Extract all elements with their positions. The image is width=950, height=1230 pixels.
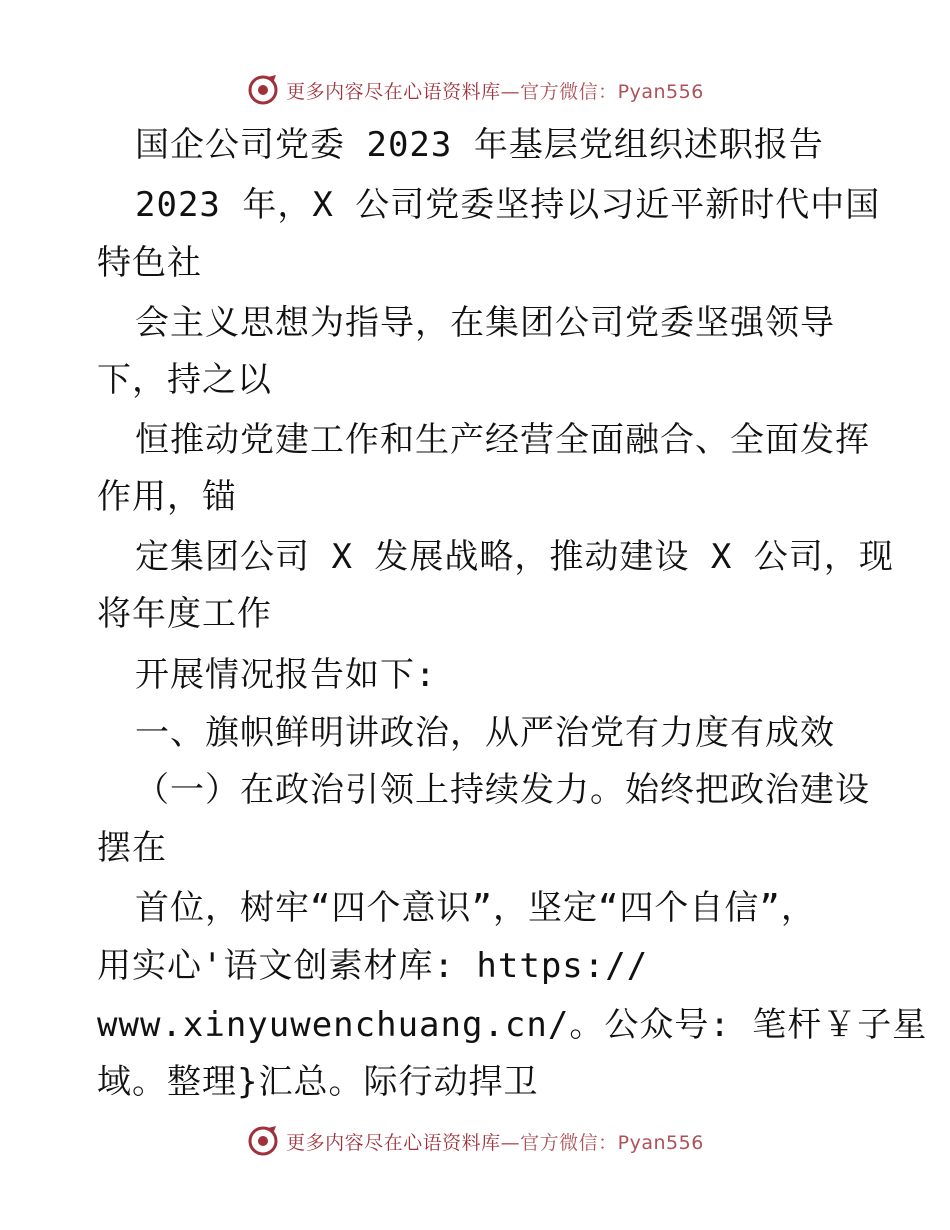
paragraph-line: 域。整理}汇总。际行动捍卫 bbox=[97, 1062, 539, 1102]
paragraph-line: www.xinyuwenchuang.cn/。公众号: 笔杆￥子星 bbox=[97, 1005, 928, 1045]
section-heading: 一、旗帜鲜明讲政治，从严治党有力度有成效 bbox=[135, 713, 835, 753]
paragraph-line: 用实心'语文创素材库: https:// bbox=[97, 946, 649, 986]
banner-text: 更多内容尽在心语资料库—官方微信：Pyan556 bbox=[286, 1131, 704, 1154]
paragraph-line: 恒推动党建工作和生产经营全面融合、全面发挥 bbox=[135, 420, 870, 460]
header-watermark-banner bbox=[0, 70, 950, 110]
paragraph-line: 2023 年，X 公司党委坚持以习近平新时代中国 bbox=[135, 185, 881, 225]
banner-text: 更多内容尽在心语资料库—官方微信：Pyan556 bbox=[286, 80, 704, 103]
paragraph-line: 下，持之以 bbox=[97, 360, 272, 400]
paragraph-line: 会主义思想为指导，在集团公司党委坚强领导 bbox=[135, 303, 835, 343]
document-title: 国企公司党委 2023 年基层党组织述职报告 bbox=[135, 125, 824, 165]
quill-logo-icon bbox=[246, 73, 280, 107]
paragraph-line: 开展情况报告如下: bbox=[135, 655, 437, 695]
paragraph-line: 首位，树牢“四个意识”，坚定“四个自信”， bbox=[135, 888, 816, 928]
subsection-heading: （一）在政治引领上持续发力。始终把政治建设 bbox=[135, 770, 870, 810]
paragraph-line: 定集团公司 X 发展战略，推动建设 X 公司，现 bbox=[135, 537, 894, 577]
paragraph-line: 将年度工作 bbox=[97, 594, 272, 634]
paragraph-line: 特色社 bbox=[97, 243, 202, 283]
footer-watermark-banner bbox=[0, 1121, 950, 1161]
paragraph-line: 摆在 bbox=[97, 828, 167, 868]
quill-logo-icon bbox=[246, 1124, 280, 1158]
paragraph-line: 作用，锚 bbox=[97, 477, 237, 517]
